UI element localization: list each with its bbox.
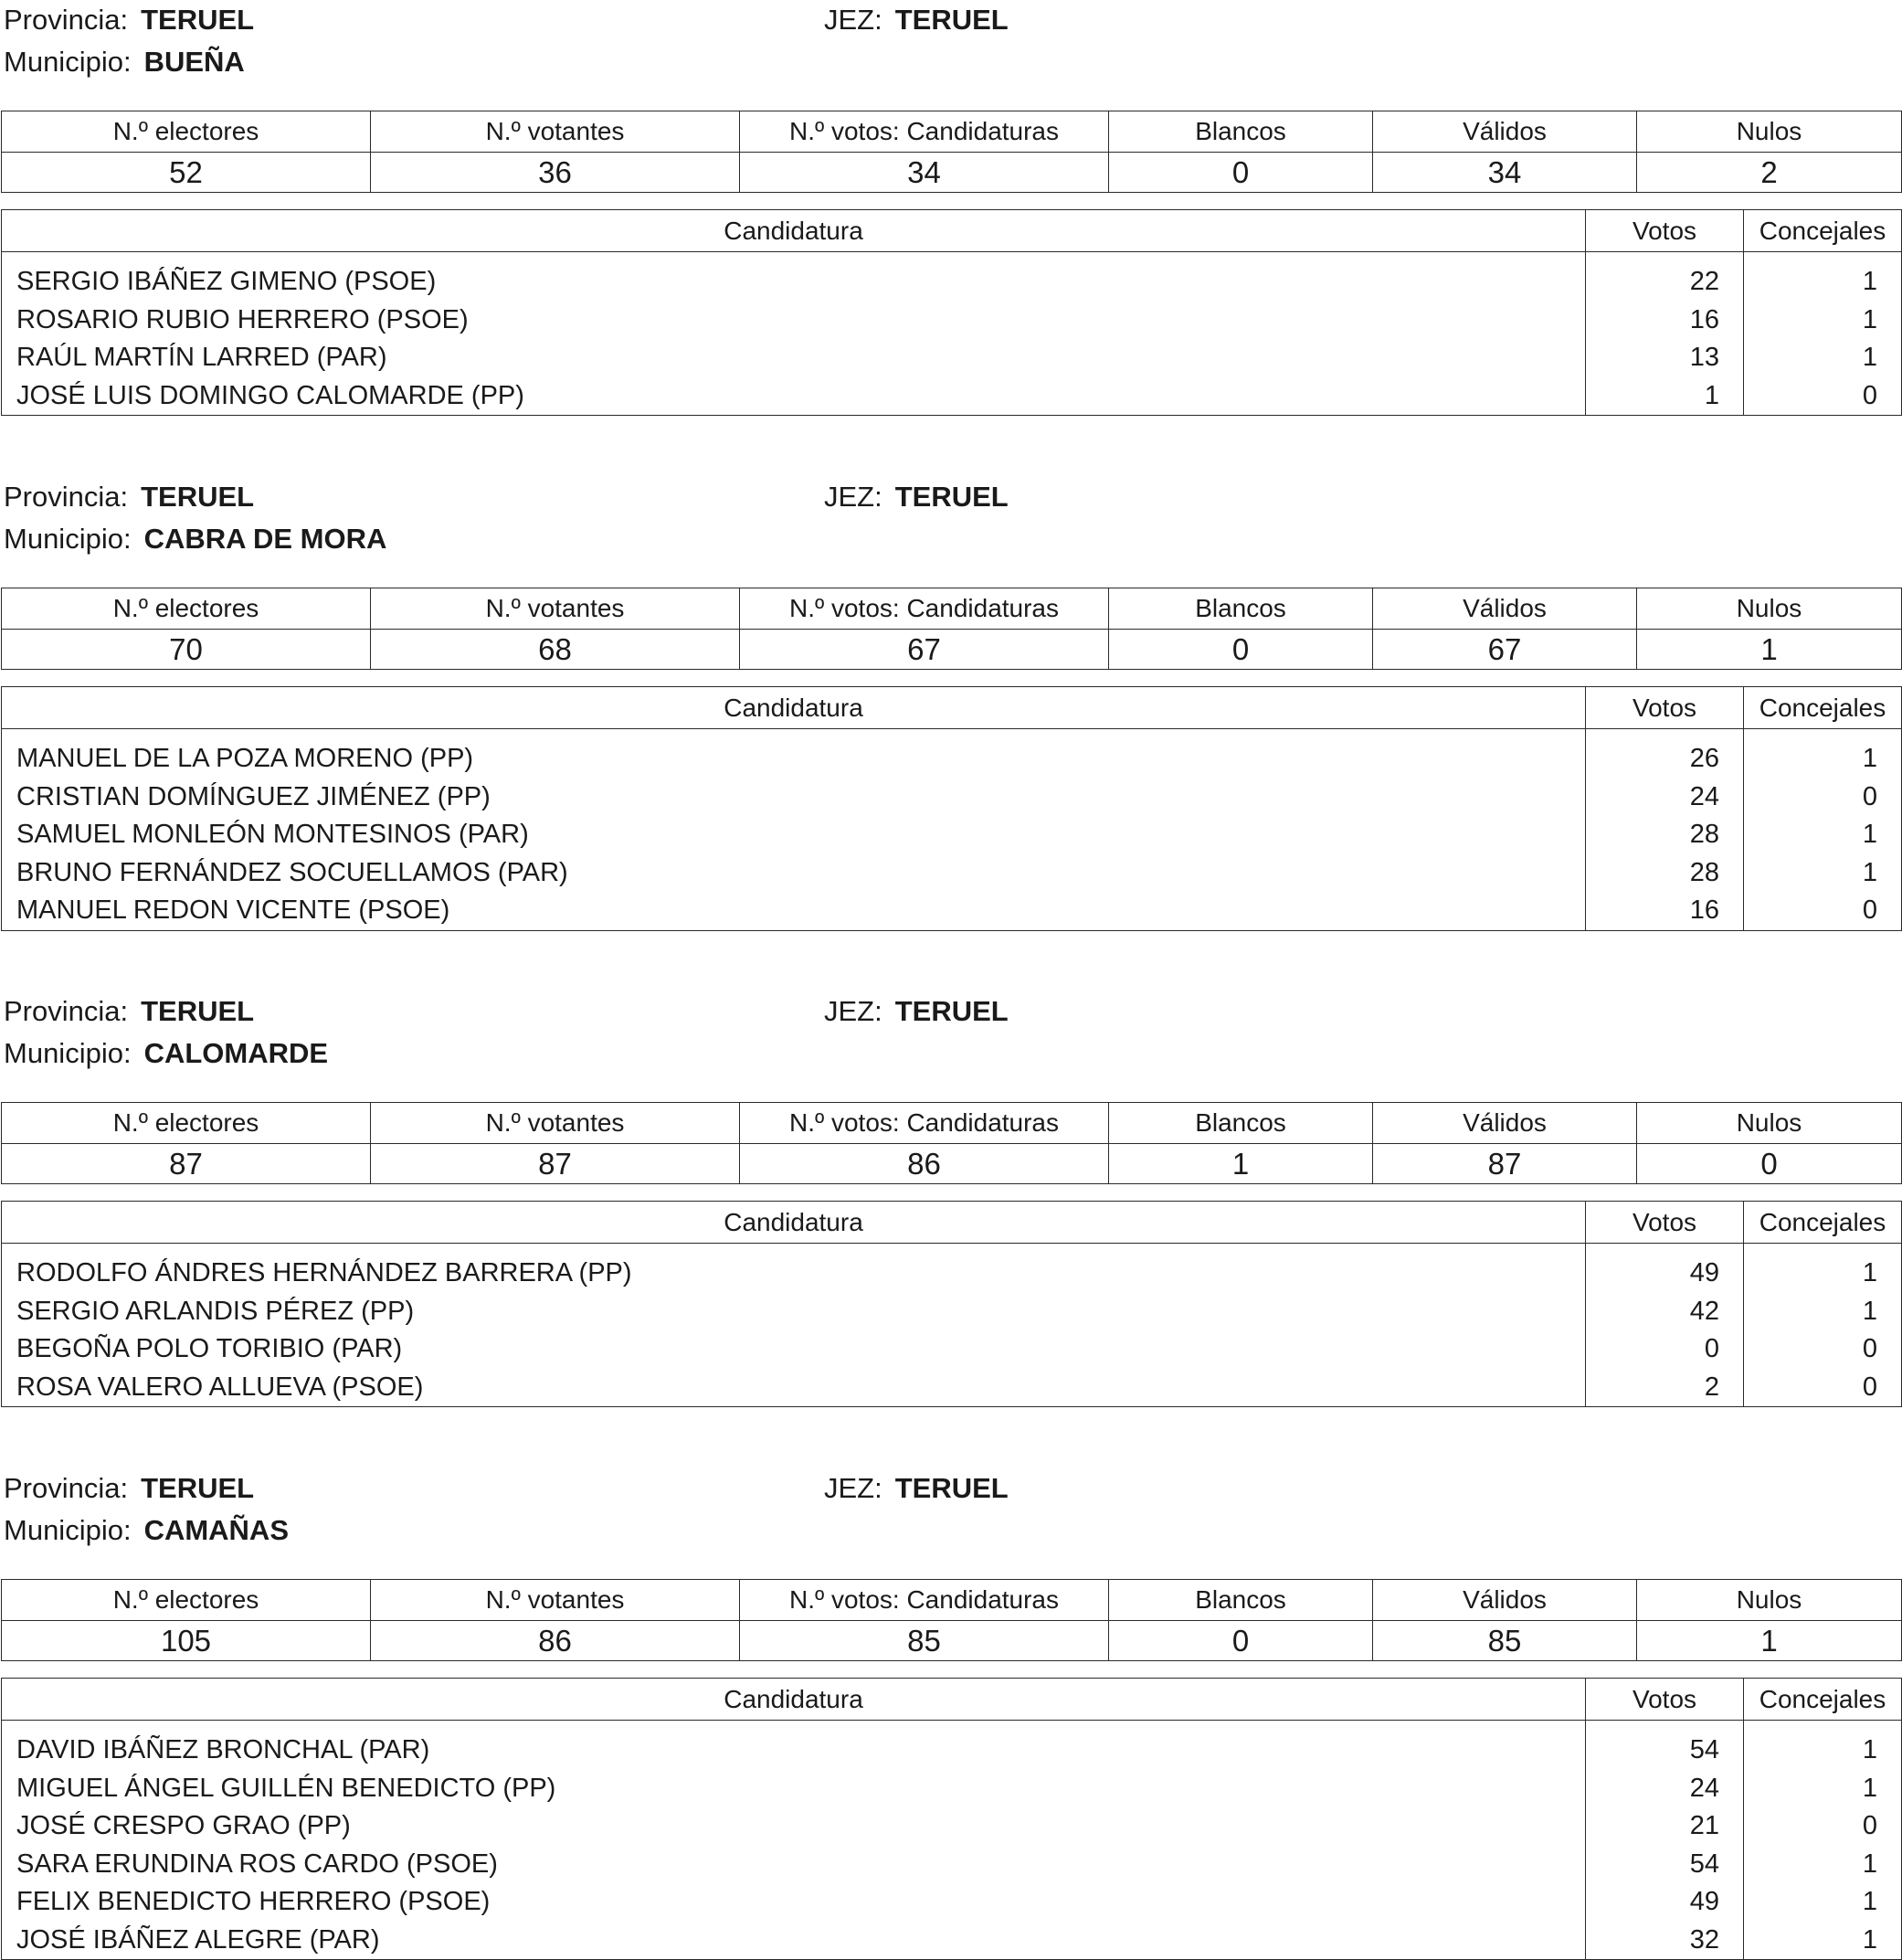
candidate-name: BRUNO FERNÁNDEZ SOCUELLAMOS (PAR)	[2, 854, 1586, 893]
candidate-votos: 13	[1586, 339, 1744, 377]
jez-value: TERUEL	[894, 4, 1009, 36]
header-concejales: Concejales	[1744, 1202, 1902, 1244]
candidate-votos: 1	[1586, 377, 1744, 416]
header-concejales: Concejales	[1744, 1679, 1902, 1721]
candidates-table	[1, 209, 1902, 416]
jez-line	[824, 1472, 1009, 1505]
candidate-concejales: 1	[1744, 339, 1902, 377]
header-electores: N.º electores	[2, 588, 371, 630]
header-validos: Válidos	[1373, 1580, 1637, 1621]
stats-table	[1, 1102, 1902, 1184]
value-validos: 67	[1373, 630, 1637, 670]
header-electores: N.º electores	[2, 1103, 371, 1144]
municipio-label: Municipio:	[4, 1037, 132, 1069]
candidate-name: SARA ERUNDINA ROS CARDO (PSOE)	[2, 1846, 1586, 1884]
candidate-concejales: 1	[1744, 1770, 1902, 1808]
header-votantes: N.º votantes	[371, 111, 740, 153]
jez-label: JEZ:	[824, 481, 882, 513]
stats-header-row	[2, 1103, 1902, 1144]
municipio-value: CALOMARDE	[143, 1037, 329, 1069]
candidate-name: FELIX BENEDICTO HERRERO (PSOE)	[2, 1883, 1586, 1922]
value-votos-candidaturas: 85	[740, 1621, 1109, 1661]
provincia-label: Provincia:	[4, 1472, 129, 1504]
candidate-concejales: 0	[1744, 892, 1902, 930]
value-blancos: 1	[1109, 1144, 1373, 1184]
candidate-votos: 22	[1586, 252, 1744, 302]
candidate-row	[2, 1293, 1902, 1331]
value-electores: 87	[2, 1144, 371, 1184]
candidate-name: MANUEL REDON VICENTE (PSOE)	[2, 892, 1586, 930]
header-validos: Válidos	[1373, 588, 1637, 630]
candidate-concejales: 1	[1744, 1883, 1902, 1922]
header-nulos: Nulos	[1637, 111, 1902, 153]
candidates-header-row	[2, 210, 1902, 252]
candidate-name: RODOLFO ÁNDRES HERNÁNDEZ BARRERA (PP)	[2, 1244, 1586, 1293]
municipio-line	[4, 46, 245, 79]
municipio-label: Municipio:	[4, 46, 132, 78]
value-votos-candidaturas: 86	[740, 1144, 1109, 1184]
header-concejales: Concejales	[1744, 687, 1902, 729]
candidate-row	[2, 1770, 1902, 1808]
jez-value: TERUEL	[894, 481, 1009, 513]
candidate-votos: 24	[1586, 779, 1744, 817]
municipio-line	[4, 1037, 328, 1070]
candidate-votos: 28	[1586, 816, 1744, 854]
candidate-name: BEGOÑA POLO TORIBIO (PAR)	[2, 1330, 1586, 1369]
header-validos: Válidos	[1373, 1103, 1637, 1144]
value-validos: 87	[1373, 1144, 1637, 1184]
provincia-line	[4, 995, 254, 1028]
header-blancos: Blancos	[1109, 588, 1373, 630]
jez-value: TERUEL	[894, 1472, 1009, 1504]
candidate-concejales: 0	[1744, 1807, 1902, 1846]
header-electores: N.º electores	[2, 111, 371, 153]
header-votos-candidaturas: N.º votos: Candidaturas	[740, 588, 1109, 630]
header-votos: Votos	[1586, 1202, 1744, 1244]
municipio-label: Municipio:	[4, 523, 132, 555]
candidate-votos: 26	[1586, 729, 1744, 779]
candidate-name: DAVID IBÁÑEZ BRONCHAL (PAR)	[2, 1721, 1586, 1770]
candidate-concejales: 0	[1744, 1330, 1902, 1369]
value-blancos: 0	[1109, 630, 1373, 670]
header-votos: Votos	[1586, 210, 1744, 252]
candidate-row	[2, 892, 1902, 930]
value-nulos: 2	[1637, 153, 1902, 193]
candidate-name: JOSÉ IBÁÑEZ ALEGRE (PAR)	[2, 1922, 1586, 1960]
header-nulos: Nulos	[1637, 588, 1902, 630]
header-votantes: N.º votantes	[371, 588, 740, 630]
candidates-table	[1, 1201, 1902, 1407]
provincia-value: TERUEL	[141, 481, 255, 513]
candidate-name: MANUEL DE LA POZA MORENO (PP)	[2, 729, 1586, 779]
header-electores: N.º electores	[2, 1580, 371, 1621]
stats-value-row	[2, 630, 1902, 670]
candidates-header-row	[2, 687, 1902, 729]
jez-line	[824, 481, 1009, 514]
candidate-concejales: 1	[1744, 1293, 1902, 1331]
jez-line	[824, 995, 1009, 1028]
header-validos: Válidos	[1373, 111, 1637, 153]
provincia-line	[4, 481, 254, 514]
candidate-name: MIGUEL ÁNGEL GUILLÉN BENEDICTO (PP)	[2, 1770, 1586, 1808]
candidate-row	[2, 1846, 1902, 1884]
candidate-row	[2, 377, 1902, 416]
header-blancos: Blancos	[1109, 1103, 1373, 1144]
provincia-line	[4, 4, 254, 37]
value-nulos: 1	[1637, 630, 1902, 670]
candidate-row	[2, 302, 1902, 340]
value-votos-candidaturas: 67	[740, 630, 1109, 670]
candidate-row	[2, 1369, 1902, 1407]
candidate-name: SERGIO IBÁÑEZ GIMENO (PSOE)	[2, 252, 1586, 302]
candidate-votos: 49	[1586, 1244, 1744, 1293]
candidate-concejales: 0	[1744, 779, 1902, 817]
candidate-votos: 21	[1586, 1807, 1744, 1846]
header-nulos: Nulos	[1637, 1103, 1902, 1144]
provincia-value: TERUEL	[141, 1472, 255, 1504]
candidate-votos: 16	[1586, 302, 1744, 340]
candidate-row	[2, 1922, 1902, 1960]
candidate-concejales: 0	[1744, 1369, 1902, 1407]
jez-label: JEZ:	[824, 4, 882, 36]
candidate-votos: 16	[1586, 892, 1744, 930]
header-concejales: Concejales	[1744, 210, 1902, 252]
header-votantes: N.º votantes	[371, 1103, 740, 1144]
jez-line	[824, 4, 1009, 37]
municipio-value: CAMAÑAS	[143, 1514, 289, 1546]
candidate-row	[2, 1883, 1902, 1922]
value-votos-candidaturas: 34	[740, 153, 1109, 193]
candidate-name: RAÚL MARTÍN LARRED (PAR)	[2, 339, 1586, 377]
value-validos: 34	[1373, 153, 1637, 193]
candidate-row	[2, 1721, 1902, 1770]
candidate-row	[2, 252, 1902, 302]
header-votos-candidaturas: N.º votos: Candidaturas	[740, 1580, 1109, 1621]
candidate-name: SERGIO ARLANDIS PÉREZ (PP)	[2, 1293, 1586, 1331]
stats-value-row	[2, 1144, 1902, 1184]
candidate-row	[2, 339, 1902, 377]
jez-value: TERUEL	[894, 995, 1009, 1027]
candidate-name: JOSÉ LUIS DOMINGO CALOMARDE (PP)	[2, 377, 1586, 416]
candidate-concejales: 1	[1744, 1244, 1902, 1293]
stats-header-row	[2, 588, 1902, 630]
value-electores: 52	[2, 153, 371, 193]
stats-value-row	[2, 153, 1902, 193]
value-validos: 85	[1373, 1621, 1637, 1661]
candidate-votos: 49	[1586, 1883, 1744, 1922]
value-electores: 70	[2, 630, 371, 670]
jez-label: JEZ:	[824, 995, 882, 1027]
candidate-concejales: 1	[1744, 816, 1902, 854]
candidate-name: CRISTIAN DOMÍNGUEZ JIMÉNEZ (PP)	[2, 779, 1586, 817]
stats-table	[1, 588, 1902, 670]
candidate-name: JOSÉ CRESPO GRAO (PP)	[2, 1807, 1586, 1846]
stats-table	[1, 1579, 1902, 1661]
value-votantes: 68	[371, 630, 740, 670]
candidate-votos: 2	[1586, 1369, 1744, 1407]
candidate-row	[2, 729, 1902, 779]
candidate-row	[2, 1244, 1902, 1293]
header-votos: Votos	[1586, 687, 1744, 729]
header-votos-candidaturas: N.º votos: Candidaturas	[740, 111, 1109, 153]
candidate-votos: 32	[1586, 1922, 1744, 1960]
candidate-name: ROSARIO RUBIO HERRERO (PSOE)	[2, 302, 1586, 340]
stats-header-row	[2, 1580, 1902, 1621]
candidate-concejales: 1	[1744, 854, 1902, 893]
stats-header-row	[2, 111, 1902, 153]
candidate-votos: 0	[1586, 1330, 1744, 1369]
provincia-label: Provincia:	[4, 995, 129, 1027]
candidate-row	[2, 1330, 1902, 1369]
candidate-votos: 24	[1586, 1770, 1744, 1808]
candidate-concejales: 1	[1744, 1721, 1902, 1770]
value-nulos: 0	[1637, 1144, 1902, 1184]
municipio-value: CABRA DE MORA	[143, 523, 387, 555]
header-votos-candidaturas: N.º votos: Candidaturas	[740, 1103, 1109, 1144]
value-votantes: 87	[371, 1144, 740, 1184]
value-votantes: 86	[371, 1621, 740, 1661]
candidate-concejales: 1	[1744, 1922, 1902, 1960]
candidate-concejales: 1	[1744, 302, 1902, 340]
header-votos: Votos	[1586, 1679, 1744, 1721]
header-candidatura: Candidatura	[2, 687, 1586, 729]
candidate-row	[2, 816, 1902, 854]
candidates-header-row	[2, 1202, 1902, 1244]
candidate-votos: 42	[1586, 1293, 1744, 1331]
header-nulos: Nulos	[1637, 1580, 1902, 1621]
candidates-table	[1, 686, 1902, 931]
header-candidatura: Candidatura	[2, 1679, 1586, 1721]
provincia-label: Provincia:	[4, 4, 129, 36]
candidate-votos: 54	[1586, 1721, 1744, 1770]
candidates-header-row	[2, 1679, 1902, 1721]
provincia-label: Provincia:	[4, 481, 129, 513]
candidate-votos: 28	[1586, 854, 1744, 893]
header-votantes: N.º votantes	[371, 1580, 740, 1621]
value-blancos: 0	[1109, 1621, 1373, 1661]
candidate-concejales: 1	[1744, 1846, 1902, 1884]
jez-label: JEZ:	[824, 1472, 882, 1504]
candidate-row	[2, 779, 1902, 817]
candidate-concejales: 0	[1744, 377, 1902, 416]
candidate-row	[2, 854, 1902, 893]
provincia-line	[4, 1472, 254, 1505]
header-blancos: Blancos	[1109, 1580, 1373, 1621]
candidate-name: ROSA VALERO ALLUEVA (PSOE)	[2, 1369, 1586, 1407]
municipio-line	[4, 1514, 289, 1547]
stats-table	[1, 111, 1902, 193]
candidate-concejales: 1	[1744, 729, 1902, 779]
value-blancos: 0	[1109, 153, 1373, 193]
candidate-concejales: 1	[1744, 252, 1902, 302]
value-votantes: 36	[371, 153, 740, 193]
stats-value-row	[2, 1621, 1902, 1661]
candidate-row	[2, 1807, 1902, 1846]
header-blancos: Blancos	[1109, 111, 1373, 153]
value-electores: 105	[2, 1621, 371, 1661]
header-candidatura: Candidatura	[2, 1202, 1586, 1244]
candidates-table	[1, 1678, 1902, 1960]
header-candidatura: Candidatura	[2, 210, 1586, 252]
municipio-value: BUEÑA	[143, 46, 245, 78]
value-nulos: 1	[1637, 1621, 1902, 1661]
candidate-name: SAMUEL MONLEÓN MONTESINOS (PAR)	[2, 816, 1586, 854]
candidate-votos: 54	[1586, 1846, 1744, 1884]
provincia-value: TERUEL	[141, 4, 255, 36]
provincia-value: TERUEL	[141, 995, 255, 1027]
municipio-line	[4, 523, 386, 556]
municipio-label: Municipio:	[4, 1514, 132, 1546]
